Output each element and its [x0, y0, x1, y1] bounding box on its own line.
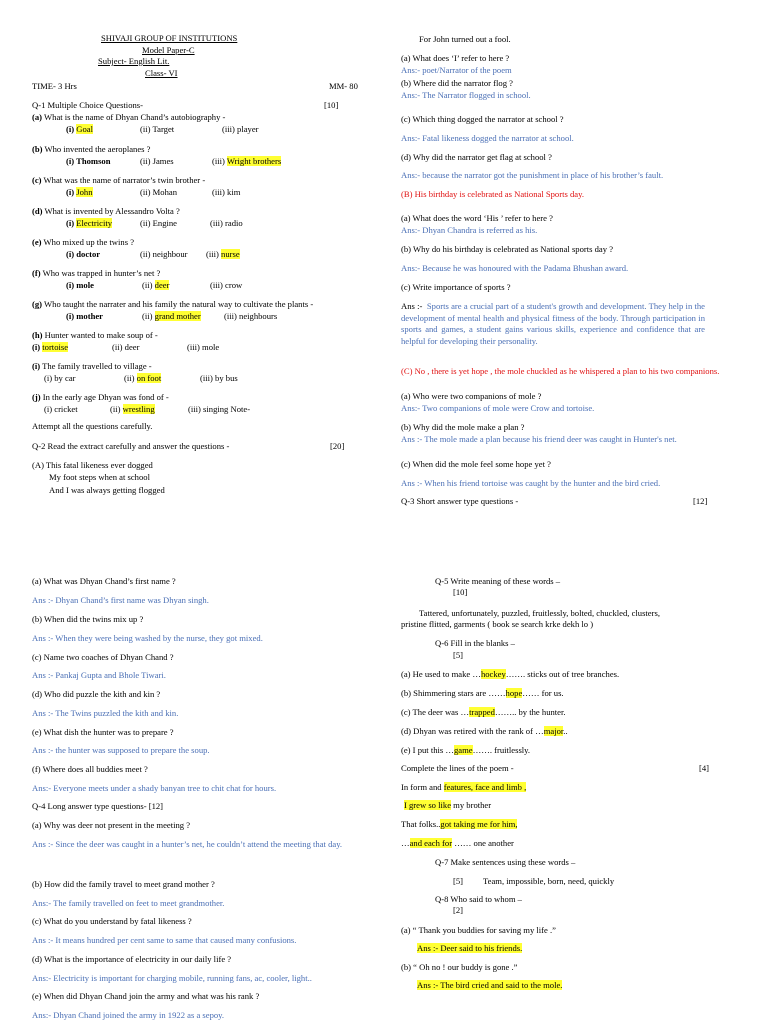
q4-a-answer: Ans :- Since the deer was caught in a hunter’s net, he couldn’t attend the meeting that day. [32, 839, 343, 849]
q3-title: Q-3 Short answer type questions - [401, 496, 519, 506]
q3-a-question: (a) What was Dhyan Chand’s first name ? [32, 576, 176, 586]
q8-b-question: (b) “ Oh no ! our buddy is gone .” [401, 962, 518, 972]
q3-c-answer: Ans :- Pankaj Gupta and Bhole Tiwari. [32, 670, 166, 680]
q2c-title: (C) No , there is yet hope , the mole chuckled as he whispered a plan to his two companions. [401, 366, 720, 376]
q2-title: Q-2 Read the extract carefully and answer the questions - [32, 441, 230, 451]
q4-title: Q-4 Long answer type questions- [12] [32, 801, 164, 811]
q2c-b-question: (b) Why did the mole make a plan ? [401, 422, 525, 432]
q2a-a-answer: Ans:- poet/Narrator of the poem [401, 65, 512, 75]
q1-a: (a) What is the name of Dhyan Chand’s autobiography - [32, 112, 226, 122]
q1-marks: [10] [324, 100, 339, 110]
q2b-a-question: (a) What does the word ‘His ’ refer to here ? [401, 213, 553, 223]
q3-f-answer: Ans:- Everyone meets under a shady banyan tree to chit chat for hours. [32, 783, 277, 793]
page-1: SHIVAJI GROUP OF INSTITUTIONS Model Paper-C Subject- English Lit. Class- VI TIME- 3 Hrs MM- 80 Q-1 Multiple Choice Questions- [10] (a) What is the name of Dhyan Chand’s autobiography - (i) Goal (ii) Target (iii) player (b) Who invented the aeroplanes ? (i) Thomson (ii) James (iii) Wright brothers (c) What was the name of narrator’s twin brother - (i) John (ii) Mohan (iii) kim (d) What is invented by Alessandro Volta ? (i) Electricity (ii) Engine (iii) radio (e) Who mixed up the twins ? (i) doctor (ii) neighbour (iii) nurse (f) Who was trapped in hunter’s net ? (i) mole (ii) deer (iii) crow (g) Who taught the narrater and his family the natural way to cultivate the plants - (i) mother (ii) grand mother (iii) neighbours (h) Hunter wanted to make soup of - (i) tortoise (ii) deer (iii) mole (i) The family travelled to village - (i) by car (ii) on foot (iii) by bus (j) In the early age Dhyan was fond of - (i) cricket (ii) wrestling (iii) singing Note- Attempt all the questions carefully. Q-2 Read the extract carefully and answer the questions - [20] (A) This fatal likeness ever dogged My foot steps when at school And I was always getting flogged For John turned out a fool. (a) What does ‘I’ refer to here ? Ans:- poet/Narrator of the poem (b) Where did the narrator flog ? Ans:- The Narrator flogged in school. (c) Which thing dogged the narrator at school ? Ans:- Fatal likeness dogged the narrator at school. (d) Why did the narrator get flag at school ? Ans:- because the narrator got the punishment in place of his brother’s fault. (B) His birthday is celebrated as National Sports day. (a) What does the word ‘His ’ refer to here ? Ans:- Dhyan Chandra is referred as his. (b) Why do his birthday is celebrated as National sports day ? Ans:- Because he was honoured with the Padama Bhushan award. (c) Write importance of sports ? Ans :- Sports are a crucial part of a student's growth and development. They help in the development of mental health and physical fitness of the body. Through participation in sports and games, a student gains various skills, experience and confidence that are helpful for developing their personality. (C) No , there is yet hope , the mole chuckled as he whispered a plan to his two companions. (a) Who were two companions of mole ? Ans:- Two companions of mole were Crow and tortoise. (b) Why did the mole make a plan ? Ans :- The mole made a plan because his friend deer was caught in Hunter's net. (c) When did the mole feel some hope yet ? Ans :- When his friend tortoise was caught by the hunter and the bird cried. Q-3 Short answer type questions - [12] [32, 33, 720, 506]
q2a-b-question: (b) Where did the narrator flog ? [401, 78, 513, 88]
poem-line-1: (A) This fatal likeness ever dogged [32, 460, 153, 470]
q1-d: (d) What is invented by Alessandro Volta ? [32, 206, 180, 216]
q2b-title: (B) His birthday is celebrated as National Sports day. [401, 189, 584, 199]
q1-j: (j) In the early age Dhyan was fond of - [32, 392, 169, 402]
q6-c: (c) The deer was …trapped…….. by the hunter. [401, 707, 566, 717]
q7-marks: [5] [453, 876, 464, 886]
q4-c-answer: Ans :- It means hundred per cent same to same that caused many confusions. [32, 935, 297, 945]
q3-d-answer: Ans :- The Twins puzzled the kith and kin. [32, 708, 179, 718]
q2c-c-answer: Ans :- When his friend tortoise was caught by the hunter and the bird cried. [401, 478, 661, 488]
q2c-c-question: (c) When did the mole feel some hope yet ? [401, 459, 551, 469]
poem-marks: [4] [699, 763, 710, 773]
q2c-a-question: (a) Who were two companions of mole ? [401, 391, 542, 401]
q2a-b-answer: Ans:- The Narrator flogged in school. [401, 90, 531, 100]
poem-complete-line-3: That folks..got taking me for him, [401, 819, 518, 829]
q4-a-question: (a) Why was deer not present in the meeting ? [32, 820, 191, 830]
max-marks: MM- 80 [329, 81, 358, 91]
subject: Subject- English Lit. [98, 56, 170, 66]
page-2 [0, 512, 768, 1024]
poem-complete-line-4: …and each for …… one another [401, 838, 514, 848]
poem-line-3: And I was always getting flogged [49, 485, 165, 495]
poem-complete-line-2: I grew so like my brother [404, 800, 492, 810]
q2b-b-question: (b) Why do his birthday is celebrated as National sports day ? [401, 244, 614, 254]
q4-d-answer: Ans:- Electricity is important for charging mobile, running fans, ac, cooler, light.. [32, 973, 312, 983]
q3-d-question: (d) Who did puzzle the kith and kin ? [32, 689, 161, 699]
poem-complete-line-1: In form and features, face and limb , [401, 782, 527, 792]
q8-a-question: (a) “ Thank you buddies for saving my life .” [401, 925, 556, 935]
sports-importance-answer: Ans :- Sports are a crucial part of a student's growth and development. They help in the development of mental health and physical fitness of the body. Through participation in sports and games, a student gains various skills, experience and confidence that are helpful for developing their personality. [401, 301, 705, 346]
q5-words-line-1: Tattered, unfortunately, puzzled, fruitlessly, bolted, chuckled, clusters, [419, 608, 660, 618]
q6-e: (e) I put this …game……. fruitlessly. [401, 745, 531, 755]
poem-line-4: For John turned out a fool. [419, 34, 511, 44]
q5-title: Q-5 Write meaning of these words – [435, 576, 561, 586]
q1-c: (c) What was the name of narrator’s twin brother - [32, 175, 206, 185]
q1-h: (h) Hunter wanted to make soup of - [32, 330, 158, 340]
q3-c-question: (c) Name two coaches of Dhyan Chand ? [32, 652, 174, 662]
q8-b-answer: Ans :- The bird cried and said to the mole. [417, 980, 563, 990]
q2c-a-answer: Ans:- Two companions of mole were Crow and tortoise. [401, 403, 595, 413]
q2b-a-answer: Ans:- Dhyan Chandra is referred as his. [401, 225, 538, 235]
q7-title: Q-7 Make sentences using these words – [435, 857, 576, 867]
q4-b-answer: Ans:- The family travelled on feet to meet grandmother. [32, 898, 225, 908]
q2a-d-answer: Ans:- because the narrator got the punishment in place of his brother’s fault. [401, 170, 664, 180]
q8-a-answer: Ans :- Deer said to his friends. [417, 943, 523, 953]
poem-line-2: My foot steps when at school [49, 472, 150, 482]
q3-e-question: (e) What dish the hunter was to prepare ? [32, 727, 174, 737]
q3-f-question: (f) Where does all buddies meet ? [32, 764, 148, 774]
q6-a: (a) He used to make …hockey……. sticks out of tree branches. [401, 669, 620, 679]
q1-title: Q-1 Multiple Choice Questions- [32, 100, 143, 110]
paper-title: Model Paper-C [142, 45, 195, 55]
q4-d-question: (d) What is the importance of electricity in our daily life ? [32, 954, 232, 964]
q3-b-answer: Ans :- When they were being washed by the nurse, they got mixed. [32, 633, 263, 643]
q2a-d-question: (d) Why did the narrator get flag at school ? [401, 152, 552, 162]
q3-a-answer: Ans :- Dhyan Chand’s first name was Dhyan singh. [32, 595, 209, 605]
q5-words-line-2: pristine flitted, garments ( book se search krke dekh lo ) [401, 619, 594, 629]
q6-title: Q-6 Fill in the blanks – [435, 638, 515, 648]
q1-i: (i) The family travelled to village - [32, 361, 152, 371]
q3-marks: [12] [693, 496, 708, 506]
q4-e-answer: Ans:- Dhyan Chand joined the army in 1922 as a sepoy. [32, 1010, 225, 1020]
q4-c-question: (c) What do you understand by fatal likeness ? [32, 916, 192, 926]
poem-title: Complete the lines of the poem - [401, 763, 514, 773]
q6-marks: [5] [453, 650, 464, 660]
institution-name: SHIVAJI GROUP OF INSTITUTIONS [101, 33, 238, 43]
q6-d: (d) Dhyan was retired with the rank of …major.. [401, 726, 568, 736]
q6-b: (b) Shimmering stars are ……hope…… for us. [401, 688, 564, 698]
q7-words: Team, impossible, born, need, quickly [483, 876, 615, 886]
q2-marks: [20] [330, 441, 345, 451]
q5-marks: [10] [453, 587, 468, 597]
q4-b-question: (b) How did the family travel to meet grand mother ? [32, 879, 215, 889]
q2a-c-answer: Ans:- Fatal likeness dogged the narrator at school. [401, 133, 574, 143]
time: TIME- 3 Hrs [32, 81, 77, 91]
q2a-a-question: (a) What does ‘I’ refer to here ? [401, 53, 510, 63]
q1-f: (f) Who was trapped in hunter’s net ? [32, 268, 161, 278]
q1-g: (g) Who taught the narrater and his family the natural way to cultivate the plants - [32, 299, 314, 309]
q4-e-question: (e) When did Dhyan Chand join the army and what was his rank ? [32, 991, 260, 1001]
q8-title: Q-8 Who said to whom – [435, 894, 522, 904]
q1-e: (e) Who mixed up the twins ? [32, 237, 135, 247]
q8-marks: [2] [453, 905, 464, 915]
q2c-b-answer: Ans :- The mole made a plan because his friend deer was caught in Hunter's net. [401, 434, 677, 444]
q1-note: Attempt all the questions carefully. [32, 421, 153, 431]
q3-b-question: (b) When did the twins mix up ? [32, 614, 144, 624]
q2a-c-question: (c) Which thing dogged the narrator at school ? [401, 114, 564, 124]
q3-e-answer: Ans :- the hunter was supposed to prepare the soup. [32, 745, 210, 755]
q2b-b-answer: Ans:- Because he was honoured with the Padama Bhushan award. [401, 263, 629, 273]
q1-b: (b) Who invented the aeroplanes ? [32, 144, 151, 154]
class: Class- VI [145, 68, 178, 78]
q2b-c-question: (c) Write importance of sports ? [401, 282, 511, 292]
